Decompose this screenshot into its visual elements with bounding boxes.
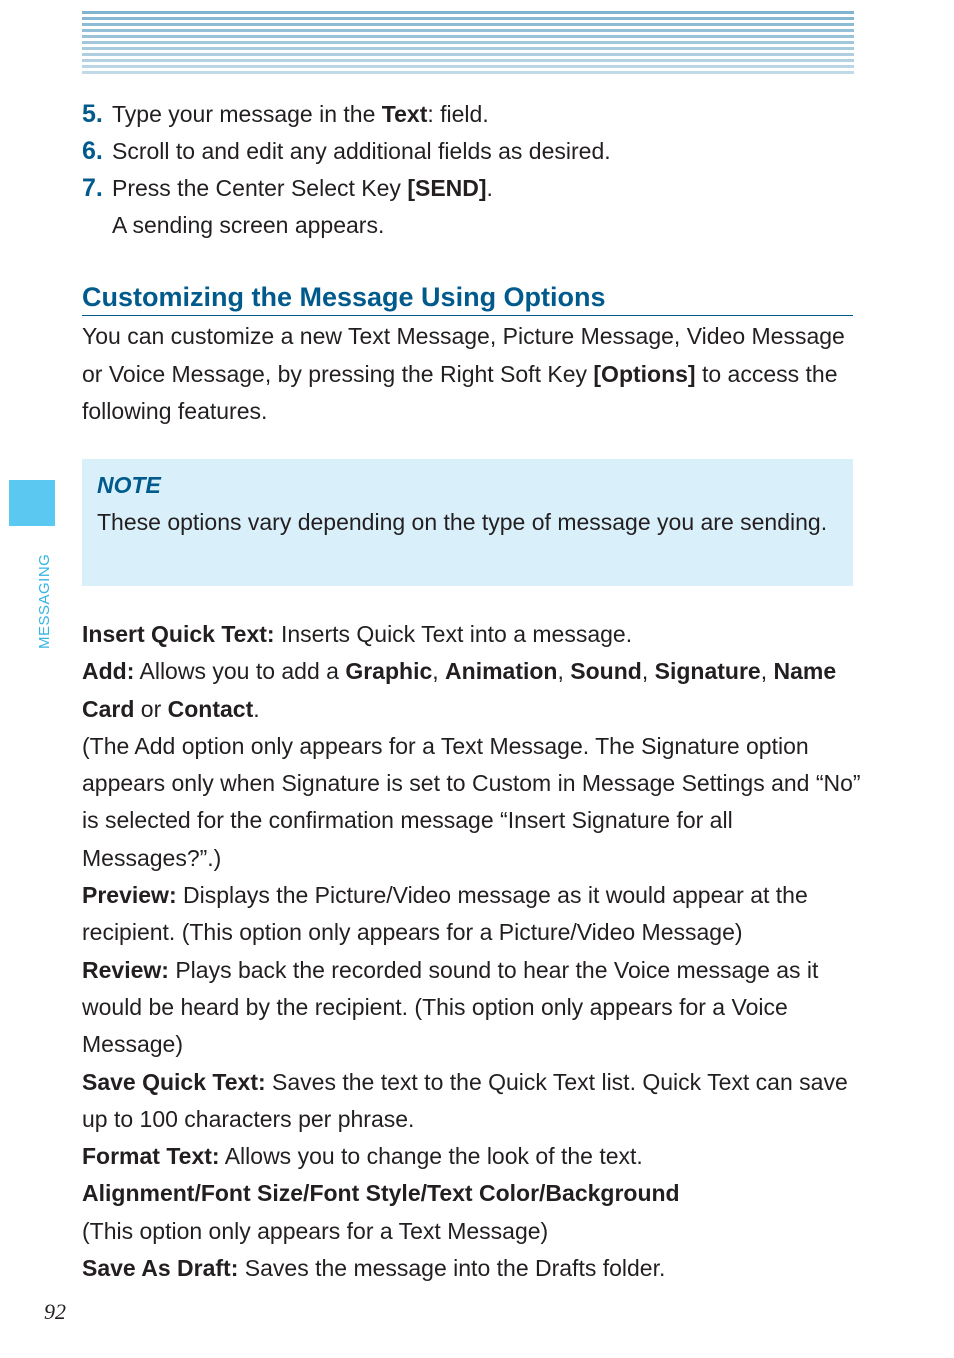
intro-text: You can customize a new Text Message, Picture Message, Video Message or Voice Message, by pressing the Right Soft Key xyxy=(82,323,845,387)
step-text-pre: Type your message in the xyxy=(112,101,382,127)
separator: , xyxy=(432,658,446,685)
option-format-sub-label xyxy=(82,1175,862,1212)
separator: , xyxy=(557,658,571,685)
option-format-text xyxy=(82,1138,862,1175)
step-text-bold: [SEND] xyxy=(407,175,487,201)
step-text-post: . xyxy=(486,175,493,201)
step-text xyxy=(112,170,493,207)
option-desc: Inserts Quick Text into a message. xyxy=(274,621,633,647)
add-item-graphic: Graphic xyxy=(345,658,433,685)
option-label: Review: xyxy=(82,956,169,983)
note-title: NOTE xyxy=(97,472,161,498)
step-number: 7. xyxy=(82,174,103,202)
step-text-pre: Press the Center Select Key xyxy=(112,175,408,201)
intro-key-name: [Options] xyxy=(593,360,696,387)
step-text-bold: Text xyxy=(381,101,428,127)
step-text xyxy=(112,96,489,133)
option-add-note: (The Add option only appears for a Text Message. The Signature option appears only when Signature is set to Custom in Message Settings and “No” is selected for the confirmation message “Insert Signature for all Messages?”.) xyxy=(82,732,861,871)
separator: . xyxy=(253,695,260,722)
intro-text-end: to access the following features. xyxy=(82,360,838,424)
step-7-result: A sending screen appears. xyxy=(112,212,385,238)
option-label: Insert Quick Text: xyxy=(82,621,275,647)
option-desc: Displays the Picture/Video message as it would appear at the recipient. (This option only appears for a Picture/Video Message) xyxy=(82,882,808,946)
step-list xyxy=(82,96,862,244)
option-save-quick-text xyxy=(82,1064,862,1139)
separator: , xyxy=(760,658,774,685)
section-intro xyxy=(82,318,862,431)
options-list xyxy=(82,616,862,1287)
page-number: 92 xyxy=(44,1299,66,1324)
separator: , xyxy=(641,658,655,685)
section-heading: Customizing the Message Using Options xyxy=(82,279,853,316)
chapter-tab-label: MESSAGING xyxy=(36,553,53,649)
option-label: Save As Draft: xyxy=(82,1255,239,1282)
option-save-as-draft xyxy=(82,1250,862,1287)
option-desc: Allows you to add a xyxy=(134,658,346,685)
option-preview xyxy=(82,877,862,952)
step-number: 5. xyxy=(82,100,103,128)
chapter-tab-marker xyxy=(9,480,55,526)
option-desc: Saves the message into the Drafts folder. xyxy=(238,1255,666,1282)
header-stripe-band xyxy=(82,11,854,77)
option-format-sub-desc: (This option only appears for a Text Message) xyxy=(82,1217,549,1244)
note-text: These options vary depending on the type of message you are sending. xyxy=(97,509,828,535)
add-item-contact: Contact xyxy=(167,695,254,722)
option-label: Add: xyxy=(82,658,135,685)
option-desc: Plays back the recorded sound to hear the Voice message as it would be heard by the recipient. (This option only appears for a Voice Message) xyxy=(82,956,819,1058)
add-item-signature: Signature xyxy=(654,658,761,685)
option-review xyxy=(82,952,862,1064)
note-box xyxy=(82,459,853,586)
step-text-post: : field. xyxy=(427,101,489,127)
option-desc: Allows you to change the look of the text. xyxy=(219,1143,643,1170)
add-item-name-card: Name Card xyxy=(82,658,837,722)
add-item-sound: Sound xyxy=(570,658,642,685)
option-desc: Saves the text to the Quick Text list. Quick Text can save up to 100 characters per phrase. xyxy=(82,1068,848,1132)
add-item-animation: Animation xyxy=(445,658,558,685)
option-add xyxy=(82,653,862,728)
option-label: Format Text: xyxy=(82,1143,220,1170)
option-insert-quick-text xyxy=(82,616,862,653)
option-label: Alignment/Font Size/Font Style/Text Color/Background xyxy=(82,1180,680,1207)
step-5 xyxy=(82,96,862,133)
step-text: Scroll to and edit any additional fields as desired. xyxy=(112,138,611,164)
step-number: 6. xyxy=(82,137,103,165)
step-7 xyxy=(82,170,862,207)
option-label: Preview: xyxy=(82,882,177,909)
separator: or xyxy=(134,695,168,722)
step-6 xyxy=(82,133,862,170)
option-label: Save Quick Text: xyxy=(82,1068,266,1095)
